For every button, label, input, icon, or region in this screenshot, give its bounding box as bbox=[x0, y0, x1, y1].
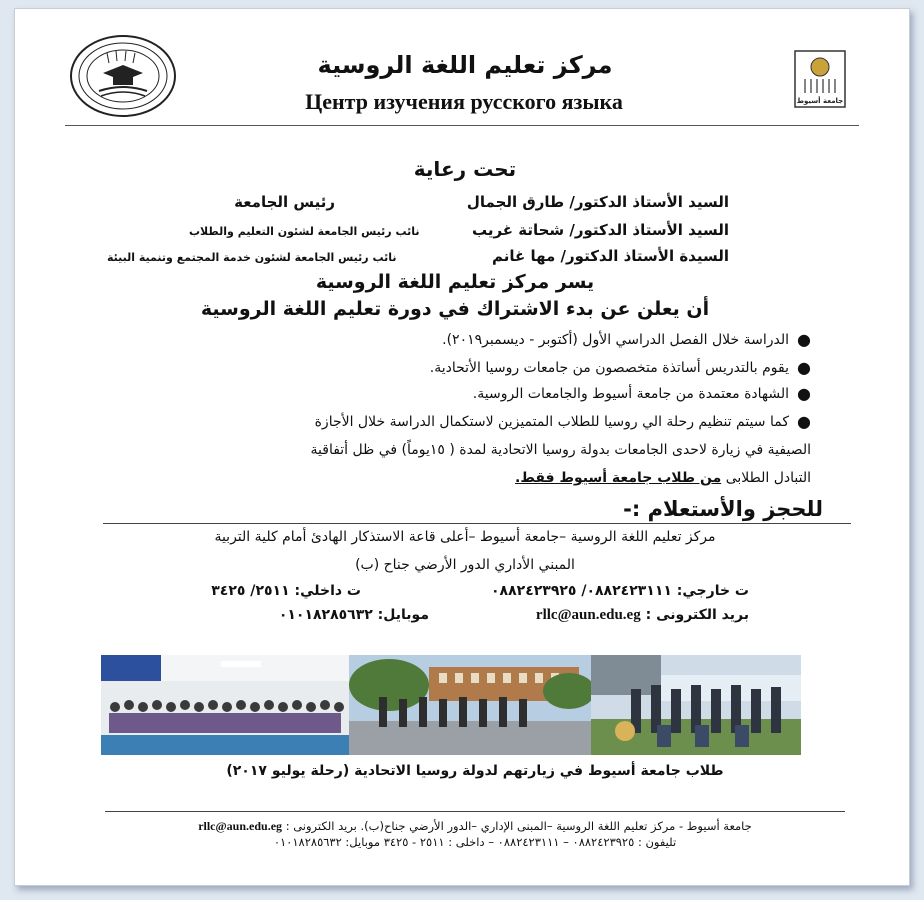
footer-line-2: تليفون : ٠٨٨٢٤٢٣٩٢٥ – ٠٨٨٢٤٢٣١١١ – داخلى : ٢٥١١ - ٣٤٢٥ موبايل: ٠١٠١٨٢٨٥٦٣٢ bbox=[273, 835, 677, 849]
email-row bbox=[449, 607, 749, 624]
bullet-dot-icon: ● bbox=[797, 412, 811, 431]
bullet-4-continuation-2 bbox=[99, 469, 811, 487]
address-line-2: المبني الأداري الدور الأرضي جناح (ب) bbox=[355, 557, 575, 573]
announcement-line-2: أن يعلن عن بدء الاشتراك في دورة تعليم اللغة الروسية bbox=[200, 298, 710, 320]
bullet-item-2 bbox=[149, 358, 811, 377]
photo-airport-group bbox=[591, 655, 801, 755]
footer-address: جامعة أسيوط - مركز تعليم اللغة الروسية –المبنى الإداري –الدور الأرضي جناح(ب). بريد الكترونى : bbox=[285, 819, 752, 833]
header-divider bbox=[65, 125, 859, 126]
internal-phone: ت داخلي: ٢٥١١/ ٣٤٢٥ bbox=[211, 583, 361, 599]
patron-name-2: السيد الأستاذ الدكتور/ شحاتة غريب bbox=[471, 221, 729, 239]
bullet-item-1 bbox=[149, 330, 811, 349]
patron-role-1: رئيس الجامعة bbox=[234, 193, 335, 211]
bullet-dot-icon: ● bbox=[797, 330, 811, 349]
document-page bbox=[14, 8, 910, 886]
bullet-item-4 bbox=[99, 412, 811, 431]
email-label: بريد الكترونى : bbox=[645, 607, 749, 623]
exchange-text: التبادل الطلابى bbox=[725, 470, 811, 486]
center-title-arabic: مركز تعليم اللغة الروسية bbox=[317, 51, 613, 79]
footer-divider bbox=[105, 811, 845, 812]
external-phone: ت خارجي: ٠٨٨٢٤٢٣١١١/ ٠٨٨٢٤٢٣٩٢٥ bbox=[491, 583, 749, 599]
bullet-item-3 bbox=[149, 384, 811, 403]
booking-divider bbox=[103, 523, 851, 524]
patron-role-2: نائب رئيس الجامعة لشئون التعليم والطلاب bbox=[189, 225, 420, 238]
patronage-heading: تحت رعاية bbox=[413, 157, 517, 181]
booking-heading: للحجز والأستعلام :- bbox=[623, 497, 823, 521]
russian-center-logo bbox=[69, 33, 177, 119]
bullet-text-2: يقوم بالتدريس أساتذة متخصصون من جامعات روسيا الأتحادية. bbox=[429, 360, 789, 376]
footer-email-link[interactable]: rllc@aun.edu.eg bbox=[198, 819, 283, 833]
bullet-text-1: الدراسة خلال الفصل الدراسي الأول (أكتوبر - ديسمبر٢٠١٩). bbox=[442, 332, 789, 348]
bullet-dot-icon: ● bbox=[797, 358, 811, 377]
photo-classroom-group bbox=[101, 655, 349, 755]
aun-only-note: من طلاب جامعة أسيوط فقط. bbox=[515, 470, 722, 486]
photo-campus-group bbox=[349, 655, 591, 755]
footer-line-1 bbox=[105, 819, 845, 834]
photo-caption: طلاب جامعة أسيوط في زيارتهم لدولة روسيا الاتحادية (رحلة يوليو ٢٠١٧) bbox=[226, 763, 724, 779]
center-title-russian: Центр изучения русского языка bbox=[305, 89, 623, 114]
university-logo-text: جامعة أسيوط bbox=[796, 97, 844, 105]
bullet-4-continuation-1: الصيفية في زيارة لاحدى الجامعات بدولة روسيا الاتحادية لمدة ( ١٥يوماً) في ظل أتفاقية bbox=[310, 442, 811, 458]
address-line-1: مركز تعليم اللغة الروسية –جامعة أسيوط –أعلى قاعة الاستذكار الهادئ أمام كلية التربية bbox=[214, 529, 716, 545]
bullet-dot-icon: ● bbox=[797, 384, 811, 403]
email-link[interactable]: rllc@aun.edu.eg bbox=[535, 607, 641, 623]
university-logo bbox=[793, 49, 847, 109]
announcement-line-1: يسر مركز تعليم اللغة الروسية bbox=[315, 271, 595, 293]
patron-role-3: نائب رئيس الجامعة لشئون خدمة المجتمع وتنمية البيئة bbox=[107, 251, 397, 264]
bullet-text-4: كما سيتم تنظيم رحلة الي روسيا للطلاب المتميزين لاستكمال الدراسة خلال الأجازة bbox=[314, 414, 789, 430]
patron-name-1: السيد الأستاذ الدكتور/ طارق الجمال bbox=[466, 193, 729, 211]
mobile-number: موبايل: ٠١٠١٨٢٨٥٦٣٢ bbox=[278, 607, 429, 623]
bullet-text-3: الشهادة معتمدة من جامعة أسيوط والجامعات الروسية. bbox=[472, 386, 789, 402]
patron-name-3: السيدة الأستاذ الدكتور/ مها غانم bbox=[492, 247, 729, 265]
